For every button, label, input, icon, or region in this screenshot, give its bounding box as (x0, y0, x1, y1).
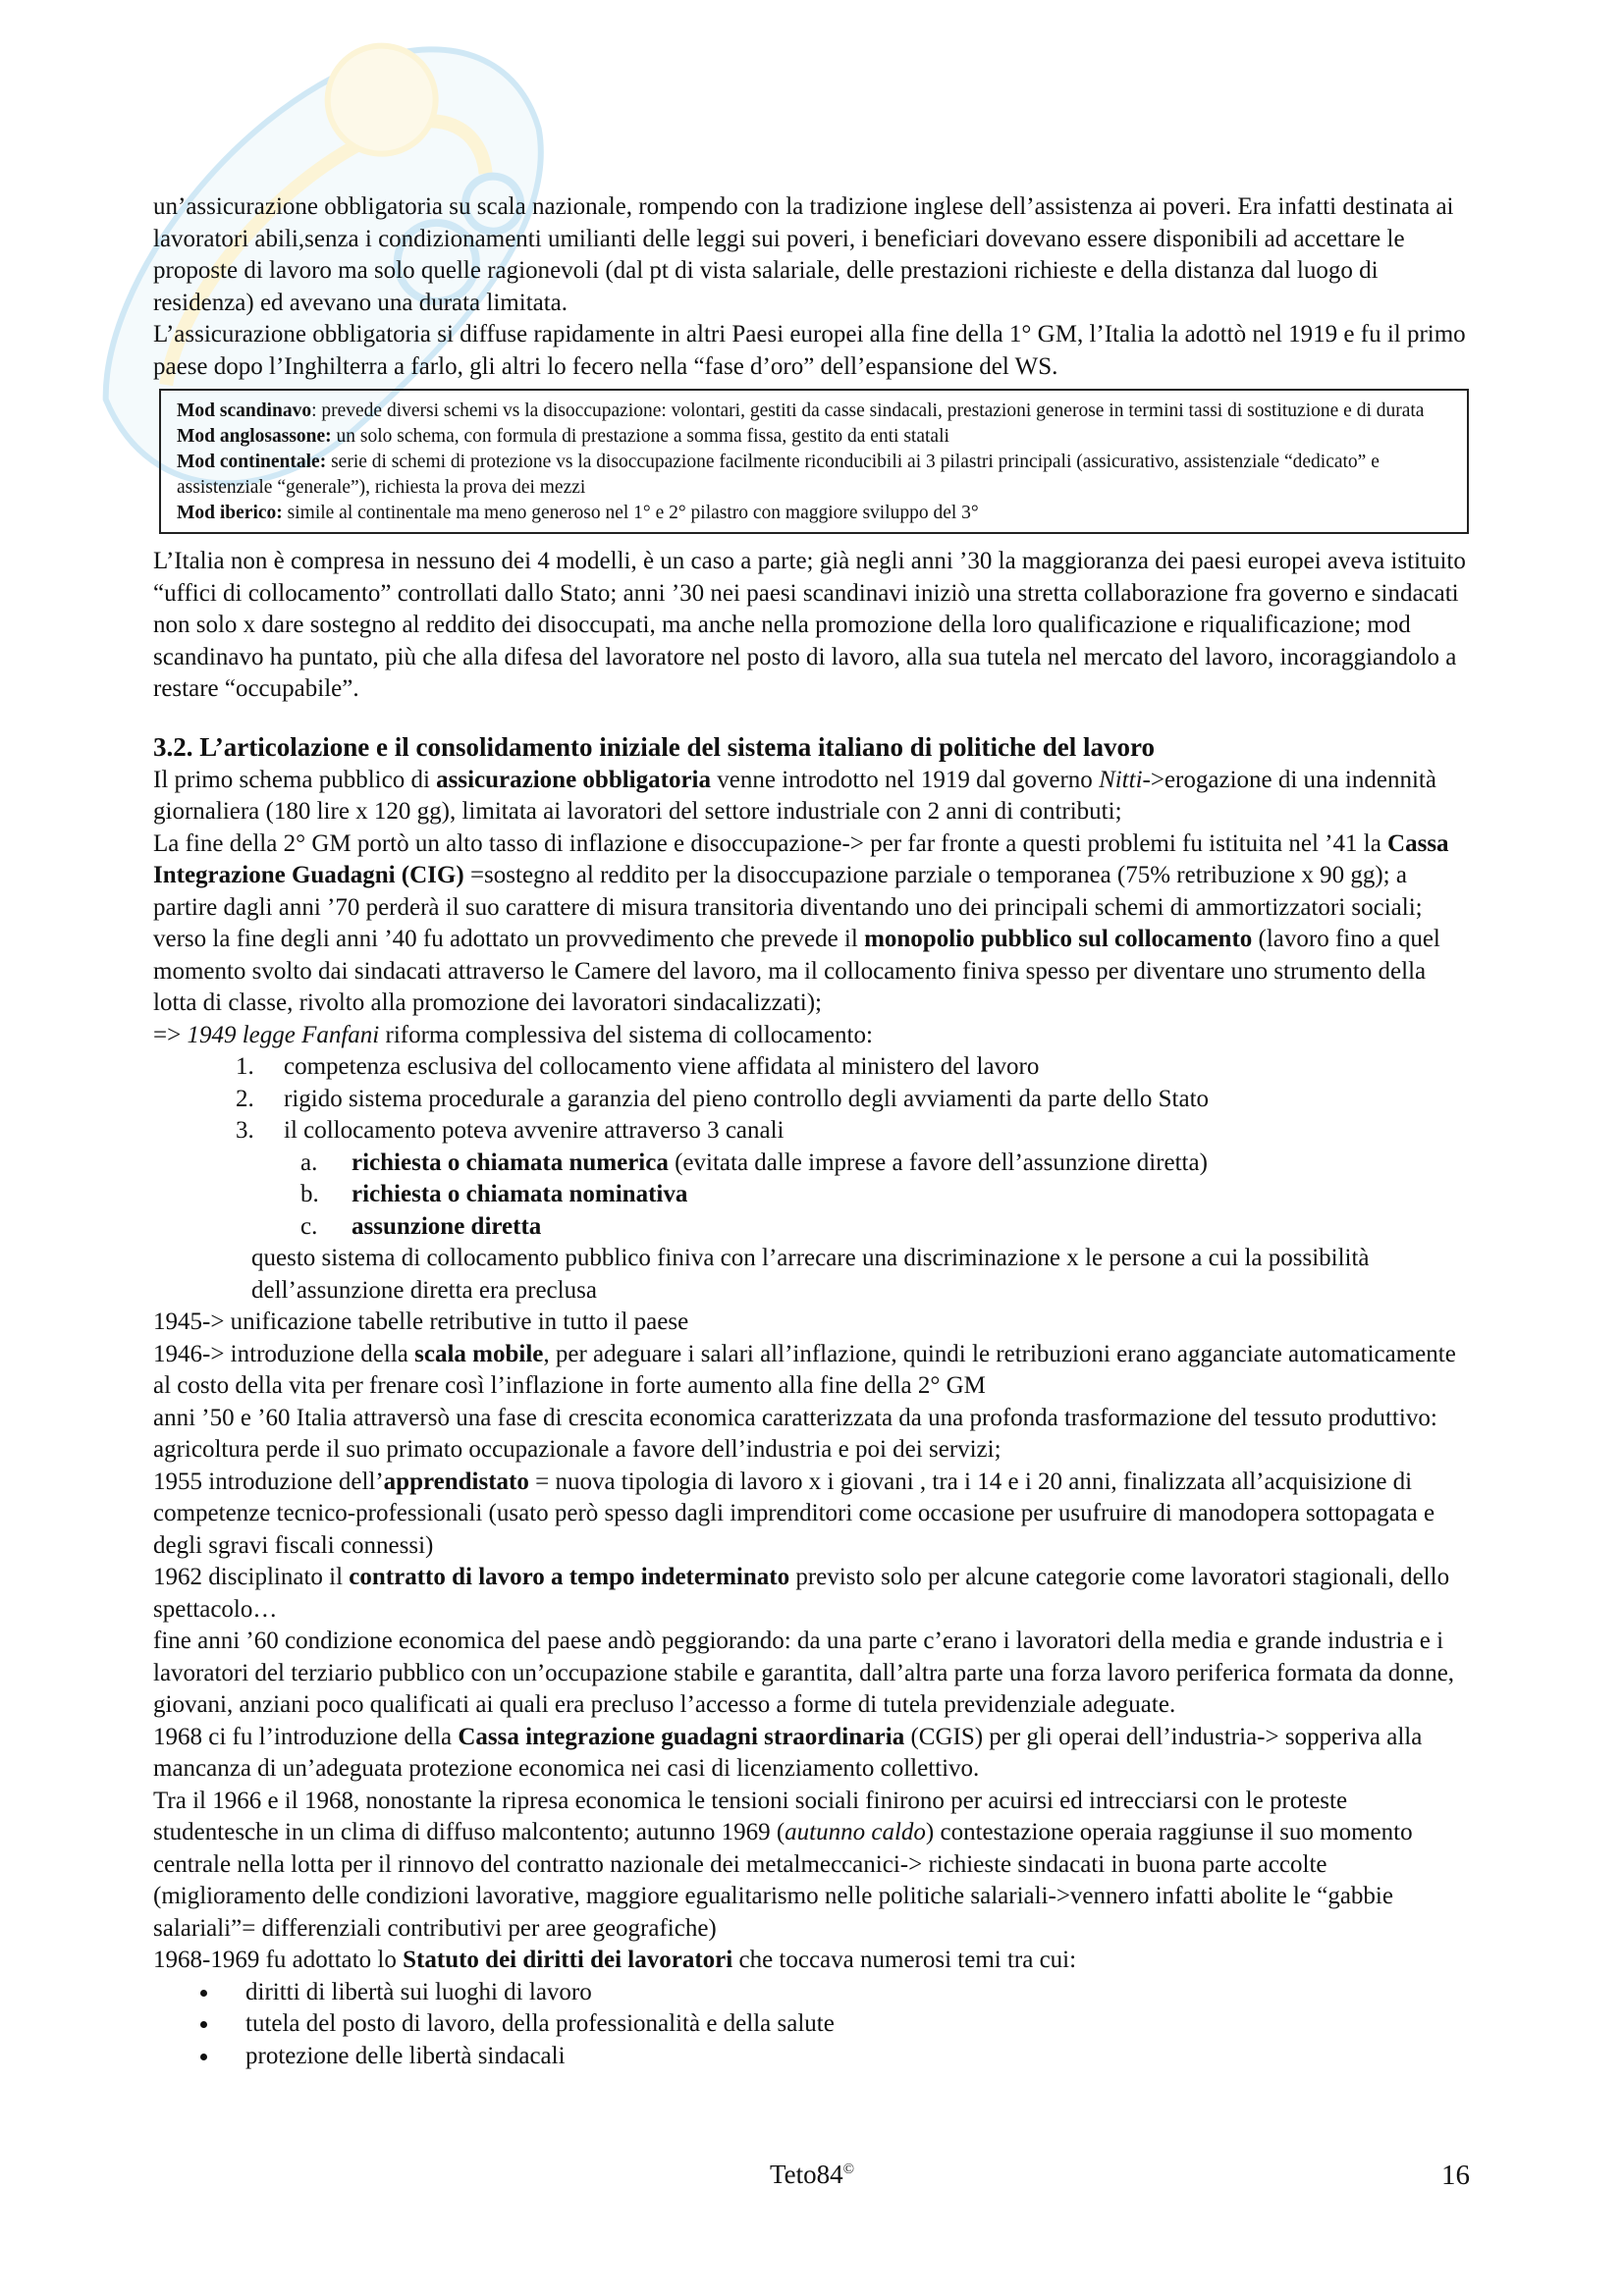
bullet-icon (200, 1990, 207, 1997)
bullet-list (153, 1977, 1469, 2073)
paragraph: anni ’50 e ’60 Italia attraversò una fase di crescita economica caratterizzata da una profonda trasformazione del tessuto produttivo: agricoltura perde il suo primato occupazionale a favore dell’industria e poi dei servizi; (153, 1404, 1437, 1463)
paragraph: => 1949 legge Fanfani riforma complessiva del sistema di collocamento: (153, 1021, 873, 1048)
paragraph: La fine della 2° GM portò un alto tasso di inflazione e disoccupazione-> per far fronte a questi problemi fu istituita nel ’41 la Cassa Integrazione Guadagni (CIG) =sostegno al reddito per la disoccupazione parziale o temporanea (75% retribuzione x 90 gg); a partire dagli anni ’70 perderà il suo carattere di misura transitoria diventando uno dei principali schemi di ammortizzatori sociali; verso la fine degli anni ’40 fu adottato un provvedimento che prevede il monopolio pubblico sul collocamento (lavoro fino a quel momento svolto dai sindacati attraverso le Camere del lavoro, ma il collocamento finiva spesso per diventare uno strumento della lotta di classe, rivolto alla promozione dei lavoratori sindacalizzati); (153, 829, 1449, 1016)
paragraph: 1955 introduzione dell’apprendistato = nuova tipologia di lavoro x i giovani , tra i 14 e i 20 anni, finalizzata all’acquisizione di competenze tecnico-professionali (usato però spesso dagli imprenditori come occasione per usufruire di manodopera sottopagata e degli sgravi fiscali connessi) (153, 1468, 1435, 1559)
paragraph: fine anni ’60 condizione economica del paese andò peggiorando: da una parte c’erano i lavoratori della media e grande industria e i lavoratori del terziario pubblico con un’occupazione stabile e garantita, dall’altra parte una forza lavoro periferica formata da donne, giovani, anziani poco qualificati ai quali era precluso l’accesso a forme di tutela previdenziale adeguate. (153, 1628, 1455, 1718)
numbered-list (153, 1051, 1469, 1148)
list-item: diritti di libertà sui luoghi di lavoro (153, 1977, 1469, 2009)
list-item: b. richiesta o chiamata nominativa (300, 1181, 688, 1207)
box-line: Mod continentale: serie di schemi di protezione vs la disoccupazione facilmente riconducibili ai 3 pilastri principali (assicurativo, assistenziale “dedicato” e assistenziale “generale”), richiesta la prova dei mezzi (177, 452, 1380, 498)
box-line: Mod anglosassone: un solo schema, con formula di prestazione a somma fissa, gestito da enti statali (177, 426, 949, 447)
list-item: c. assunzione diretta (300, 1212, 542, 1240)
paragraph: 1962 disciplinato il contratto di lavoro a tempo indeterminato previsto solo per alcune categorie come lavoratori stagionali, dello spettacolo… (153, 1564, 1450, 1623)
paragraph: 1945-> unificazione tabelle retributive in tutto il paese (153, 1308, 689, 1335)
list-item: 1. competenza esclusiva del collocamento viene affidata al ministero del lavoro (236, 1053, 1040, 1080)
paragraph: L’assicurazione obbligatoria si diffuse rapidamente in altri Paesi europei alla fine della 1° GM, l’Italia la adottò nel 1919 e fu il primo paese dopo l’Inghilterra a farlo, gli altri lo fecero nella “fase d’oro” dell’espansione del WS. (153, 321, 1466, 380)
paragraph: un’assicurazione obbligatoria su scala nazionale, rompendo con la tradizione inglese dell’assistenza ai poveri. Era infatti destinata ai lavoratori abili,senza i condizionamenti umilianti delle leggi sui poveri, i beneficiari dovevano essere disponibili ad accettare le proposte di lavoro ma solo quelle ragionevoli (dal pt di vista salariale, delle prestazioni richieste e della distanza dal luogo di residenza) ed avevano una durata limitata. (153, 193, 1454, 316)
list-item: 3. il collocamento poteva avvenire attraverso 3 canali (236, 1117, 785, 1144)
paragraph: questo sistema di collocamento pubblico finiva con l’arrecare una discriminazione x le persone a cui la possibilità dell’assunzione diretta era preclusa (251, 1245, 1370, 1304)
footer-author: Teto84© (770, 2160, 854, 2189)
paragraph: 1968 ci fu l’introduzione della Cassa integrazione guadagni straordinaria (CGIS) per gli operai dell’industria-> sopperiva alla mancanza di un’adeguata protezione economica nei casi di licenziamento collettivo. (153, 1723, 1423, 1782)
paragraph: L’Italia non è compresa in nessuno dei 4 modelli, è un caso a parte; già negli anni ’30 la maggioranza dei paesi europei aveva istituito “uffici di collocamento” controllati dallo Stato; anni ’30 nei paesi scandinavi iniziò una stretta collaborazione fra governo e sindacati non solo x dare sostegno al reddito dei disoccupati, ma anche nella promozione della loro qualificazione e riqualificazione; mod scandinavo ha puntato, più che alla difesa del lavoratore nel posto di lavoro, alla sua tutela nel mercato del lavoro, incoraggiandolo a restare “occupabile”. (153, 548, 1466, 702)
list-item: protezione delle libertà sindacali (153, 2041, 1469, 2073)
paragraph: Tra il 1966 e il 1968, nonostante la ripresa economica le tensioni sociali finirono per acuirsi ed intrecciarsi con le proteste studentesche in un clima di diffuso malcontento; autunno 1969 (autunno caldo) contestazione operaia raggiunse il suo momento centrale nella lotta per il rinnovo del contratto nazionale dei metalmeccanici-> richieste sindacati in buona parte accolte (miglioramento delle condizioni lavorative, maggiore egualitarismo nelle politiche salariali->vennero infatti abolite le “gabbie salariali”= differenziali contributivi per aree geografiche) (153, 1787, 1413, 1942)
bullet-icon (200, 2021, 207, 2028)
models-box (159, 389, 1469, 534)
page-number: 16 (1441, 2160, 1470, 2191)
section-heading: 3.2. L’articolazione e il consolidamento iniziale del sistema italiano di politiche del lavoro (153, 731, 1155, 762)
list-item: a. richiesta o chiamata numerica (evitata dalle imprese a favore dell’assunzione diretta) (300, 1148, 1208, 1176)
box-line: Mod iberico: simile al continentale ma meno generoso nel 1° e 2° pilastro con maggiore sviluppo del 3° (177, 503, 979, 523)
list-item: tutela del posto di lavoro, della professionalità e della salute (153, 2008, 1469, 2041)
paragraph: 1968-1969 fu adottato lo Statuto dei diritti dei lavoratori che toccava numerosi temi tra cui: (153, 1947, 1077, 1973)
bullet-icon (200, 2054, 207, 2060)
list-item: 2. rigido sistema procedurale a garanzia del pieno controllo degli avviamenti da parte dello Stato (236, 1085, 1210, 1112)
page-body (153, 191, 1469, 2072)
lettered-list (153, 1148, 1469, 1244)
box-line: Mod scandinavo: prevede diversi schemi vs la disoccupazione: volontari, gestiti da casse sindacali, prestazioni generose in termini tassi di sostituzione e di durata (177, 400, 1425, 421)
paragraph: 1946-> introduzione della scala mobile, per adeguare i salari all’inflazione, quindi le retribuzioni erano agganciate automaticamente al costo della vita per frenare così l’inflazione in forte aumento alla fine della 2° GM (153, 1340, 1456, 1399)
paragraph: Il primo schema pubblico di assicurazione obbligatoria venne introdotto nel 1919 dal governo Nitti->erogazione di una indennità giornaliera (180 lire x 120 gg), limitata ai lavoratori del settore industriale con 2 anni di contributi; (153, 766, 1436, 825)
